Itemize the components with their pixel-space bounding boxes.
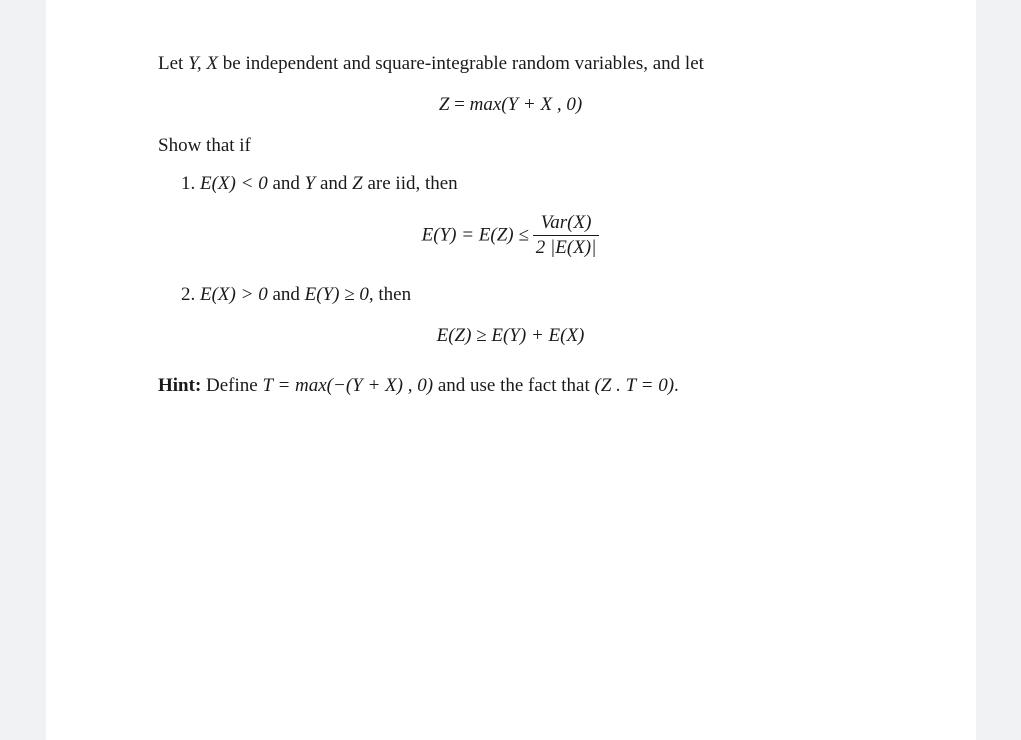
- item-1-equation-lhs: E(Y) = E(Z) ≤: [421, 224, 529, 246]
- item-2-number: 2.: [181, 284, 196, 305]
- definition-operator: =: [449, 94, 470, 115]
- hint-end: .: [674, 375, 679, 396]
- hint-definition: T = max(−(Y + X) , 0): [262, 375, 434, 396]
- definition-lhs: Z: [438, 94, 450, 115]
- item-2-condition-2: E(Y) ≥ 0: [304, 284, 369, 305]
- item-2-tail: , then: [368, 284, 412, 305]
- fraction-denominator: 2 |E(X)|: [535, 237, 597, 258]
- definition-equation: [0, 93, 1021, 117]
- item-2-condition-1: E(X) > 0: [200, 284, 268, 305]
- intro-text-after: be independent and square-integrable random variables, and let: [218, 53, 704, 74]
- item-1-var-y: Y: [304, 173, 316, 194]
- hint-fact: (Z . T = 0): [594, 375, 675, 396]
- item-1-fraction: [533, 212, 600, 259]
- item-2-equation-text: E(Z) ≥ E(Y) + E(X): [436, 325, 585, 346]
- hint-label: Hint:: [158, 375, 202, 396]
- item-2: [181, 283, 411, 307]
- definition-rhs: max(Y + X , 0): [469, 94, 583, 115]
- intro-text-before: Let: [158, 53, 189, 74]
- item-1-tail: are iid, then: [362, 173, 458, 194]
- hint-text-1: Define: [201, 375, 263, 396]
- show-that-text: Show that if: [158, 135, 251, 156]
- hint: [158, 374, 679, 398]
- hint-text-2: and use the fact that: [433, 375, 595, 396]
- item-2-and: and: [267, 284, 305, 305]
- fraction-numerator: Var(X): [533, 212, 600, 236]
- item-1: [181, 172, 458, 196]
- intro-sentence: [158, 52, 704, 76]
- intro-variables: Y, X: [188, 53, 219, 74]
- item-1-and-1: and: [267, 173, 305, 194]
- item-2-equation: [0, 324, 1021, 348]
- item-1-equation: [0, 212, 1021, 259]
- item-1-number: 1.: [181, 173, 196, 194]
- item-1-condition: E(X) < 0: [200, 173, 268, 194]
- item-1-and-2: and: [315, 173, 353, 194]
- item-1-var-z: Z: [352, 173, 363, 194]
